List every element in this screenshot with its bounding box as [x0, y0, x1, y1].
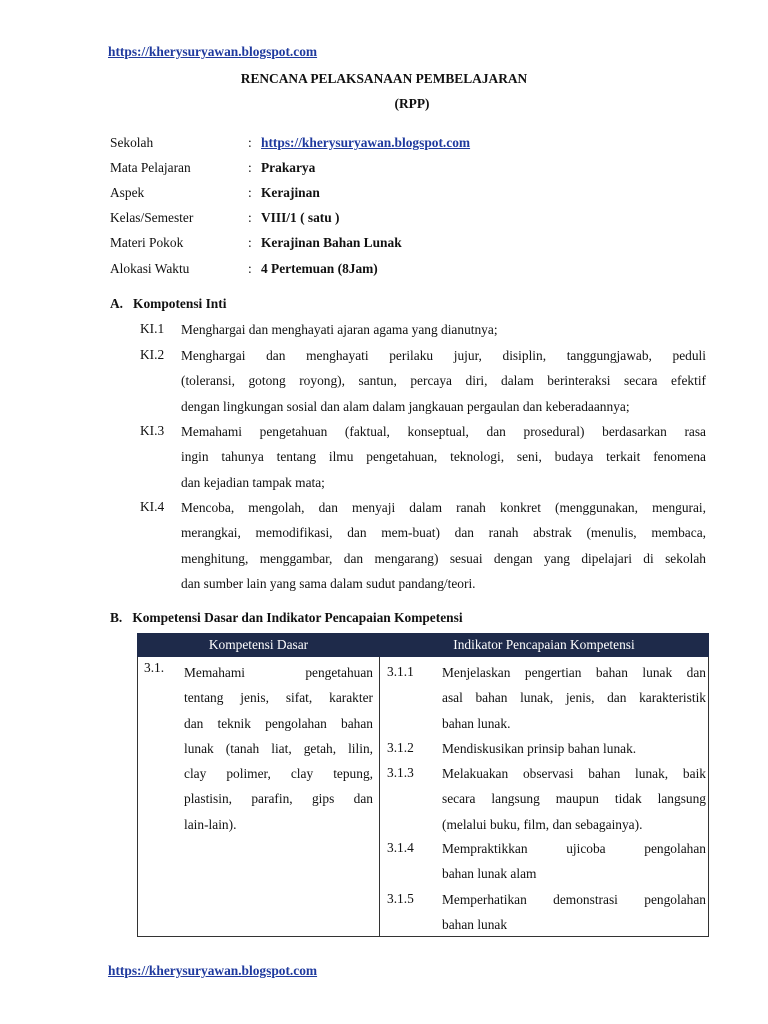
- kd-cell: [138, 657, 380, 937]
- indicator-number: 3.1.4: [387, 840, 414, 855]
- indicator-line: Melakuakan observasi bahan lunak, baik: [442, 766, 706, 781]
- indicator-line: Mendiskusikan prinsip bahan lunak.: [442, 741, 637, 756]
- indicator-line: Mempraktikkan ujicoba pengolahan: [442, 841, 706, 856]
- indicator-line: bahan lunak: [442, 917, 508, 933]
- indicator-line: bahan lunak.: [442, 715, 511, 731]
- ki-text: [181, 317, 706, 342]
- ipk-cell: [380, 657, 709, 937]
- indicator-line: asal bahan lunak, jenis, dan karakteristik: [442, 690, 706, 706]
- label-aspek: Aspek: [110, 185, 145, 200]
- ki-line: Menghargai dan menghayati ajaran agama yang dianutnya;: [181, 322, 498, 337]
- value-mata-pelajaran: Prakarya: [261, 160, 316, 175]
- colon: :: [248, 185, 252, 200]
- indicator-text: [442, 761, 706, 837]
- ki-line: Menghargai dan menghayati perilaku jujur, disiplin, tanggungjawab, peduli: [181, 348, 706, 363]
- value-aspek: Kerajinan: [261, 185, 320, 200]
- header-link[interactable]: https://kherysuryawan.blogspot.com: [108, 44, 318, 59]
- indicator-text: [442, 736, 706, 761]
- colon: :: [248, 160, 252, 175]
- ki-line: dengan lingkungan sosial dan alam dalam jangkauan pergaulan dan keberadaannya;: [181, 398, 630, 414]
- colon: :: [248, 210, 252, 225]
- kd-line: tentang jenis, sifat, karakter: [184, 690, 373, 706]
- indicator-number: 3.1.3: [387, 765, 414, 780]
- ki-line: merangkai, memodifikasi, dan mem-buat) dan ranah abstrak (menulis, membaca,: [181, 525, 706, 541]
- ki-line: Memahami pengetahuan (faktual, konseptual, dan prosedural) berdasarkan rasa: [181, 424, 706, 439]
- section-b-heading: B. Kompetensi Dasar dan Indikator Pencapaian Kompetensi: [110, 610, 463, 625]
- document-title: RENCANA PELAKSANAAN PEMBELAJARAN: [240, 71, 528, 86]
- indicator-number: 3.1.1: [387, 664, 414, 679]
- indicator-line: Menjelaskan pengertian bahan lunak dan: [442, 665, 706, 680]
- kd-text: [184, 660, 373, 837]
- kd-line: lunak (tanah liat, getah, lilin,: [184, 740, 373, 756]
- ki-line: Mencoba, mengolah, dan menyaji dalam ranah konkret (menggunakan, mengurai,: [181, 500, 706, 515]
- indicator-line: (melalui buku, film, dan sebagainya).: [442, 816, 643, 832]
- ki-code: KI.3: [140, 423, 165, 438]
- value-sekolah-link[interactable]: https://kherysuryawan.blogspot.com: [261, 135, 471, 150]
- indicator-text: [442, 836, 706, 887]
- kd-number: 3.1.: [144, 660, 165, 675]
- colon: :: [248, 235, 252, 250]
- ki-text: [181, 495, 706, 596]
- kd-line: Memahami pengetahuan: [184, 665, 373, 680]
- label-alokasi-waktu: Alokasi Waktu: [110, 261, 190, 276]
- kd-line: plastisin, parafin, gips dan: [184, 791, 373, 807]
- label-mata-pelajaran: Mata Pelajaran: [110, 160, 191, 175]
- document-subtitle: (RPP): [394, 96, 430, 111]
- value-alokasi-waktu: 4 Pertemuan (8Jam): [261, 261, 378, 276]
- colon: :: [248, 261, 252, 276]
- label-kelas-semester: Kelas/Semester: [110, 210, 194, 225]
- kd-line: clay polimer, clay tepung,: [184, 766, 373, 782]
- indicator-number: 3.1.5: [387, 891, 414, 906]
- ki-text: [181, 419, 706, 495]
- table-header-ipk: Indikator Pencapaian Kompetensi: [380, 634, 709, 657]
- ki-code: KI.4: [140, 499, 165, 514]
- indicator-text: [442, 887, 706, 938]
- kd-line: dan teknik pengolahan bahan: [184, 715, 373, 731]
- value-materi-pokok: Kerajinan Bahan Lunak: [261, 235, 402, 250]
- competency-table: [137, 633, 709, 937]
- kd-line: lain-lain).: [184, 816, 237, 832]
- label-materi-pokok: Materi Pokok: [110, 235, 184, 250]
- footer-link[interactable]: https://kherysuryawan.blogspot.com: [108, 963, 318, 978]
- indicator-line: secara langsung maupun tidak langsung: [442, 791, 706, 807]
- label-sekolah: Sekolah: [110, 135, 154, 150]
- ki-line: ingin tahunya tentang ilmu pengetahuan, teknologi, seni, budaya terkait fenomena: [181, 449, 706, 465]
- indicator-line: Memperhatikan demonstrasi pengolahan: [442, 892, 706, 907]
- ki-line: dan sumber lain yang sama dalam sudut pandang/teori.: [181, 575, 476, 591]
- indicator-number: 3.1.2: [387, 740, 414, 755]
- indicator-line: bahan lunak alam: [442, 866, 537, 882]
- ki-line: (toleransi, gotong royong), santun, percaya diri, dalam berinteraksi secara efektif: [181, 373, 706, 389]
- ki-code: KI.2: [140, 347, 165, 362]
- ki-code: KI.1: [140, 321, 165, 336]
- indicator-text: [442, 660, 706, 736]
- table-header-kd: Kompetensi Dasar: [138, 634, 380, 657]
- value-kelas-semester: VIII/1 ( satu ): [261, 210, 340, 225]
- colon: :: [248, 135, 252, 150]
- ki-line: dan kejadian tampak mata;: [181, 474, 325, 490]
- section-a-heading: A. Kompotensi Inti: [110, 296, 227, 311]
- ki-line: menghitung, menggambar, dan mengarang) sesuai dengan yang dipelajari di sekolah: [181, 550, 706, 566]
- ki-text: [181, 343, 706, 419]
